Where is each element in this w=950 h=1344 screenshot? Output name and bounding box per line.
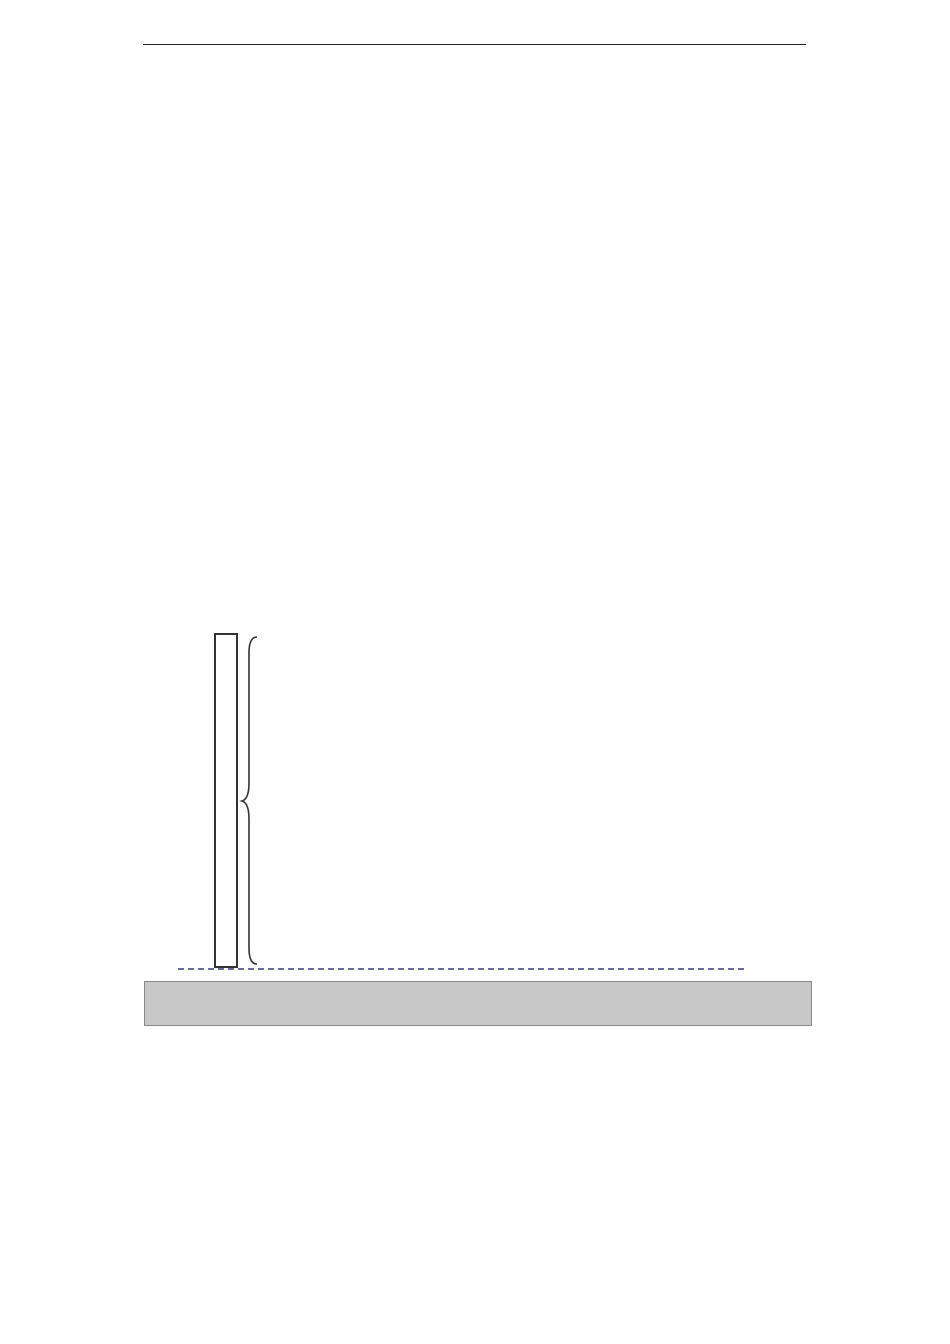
header-rule bbox=[143, 44, 806, 45]
diagram-title bbox=[214, 633, 238, 968]
brace-icon bbox=[239, 633, 259, 968]
structure-diagram bbox=[214, 633, 754, 968]
section-divider bbox=[178, 968, 744, 970]
section-banner bbox=[144, 981, 812, 1026]
